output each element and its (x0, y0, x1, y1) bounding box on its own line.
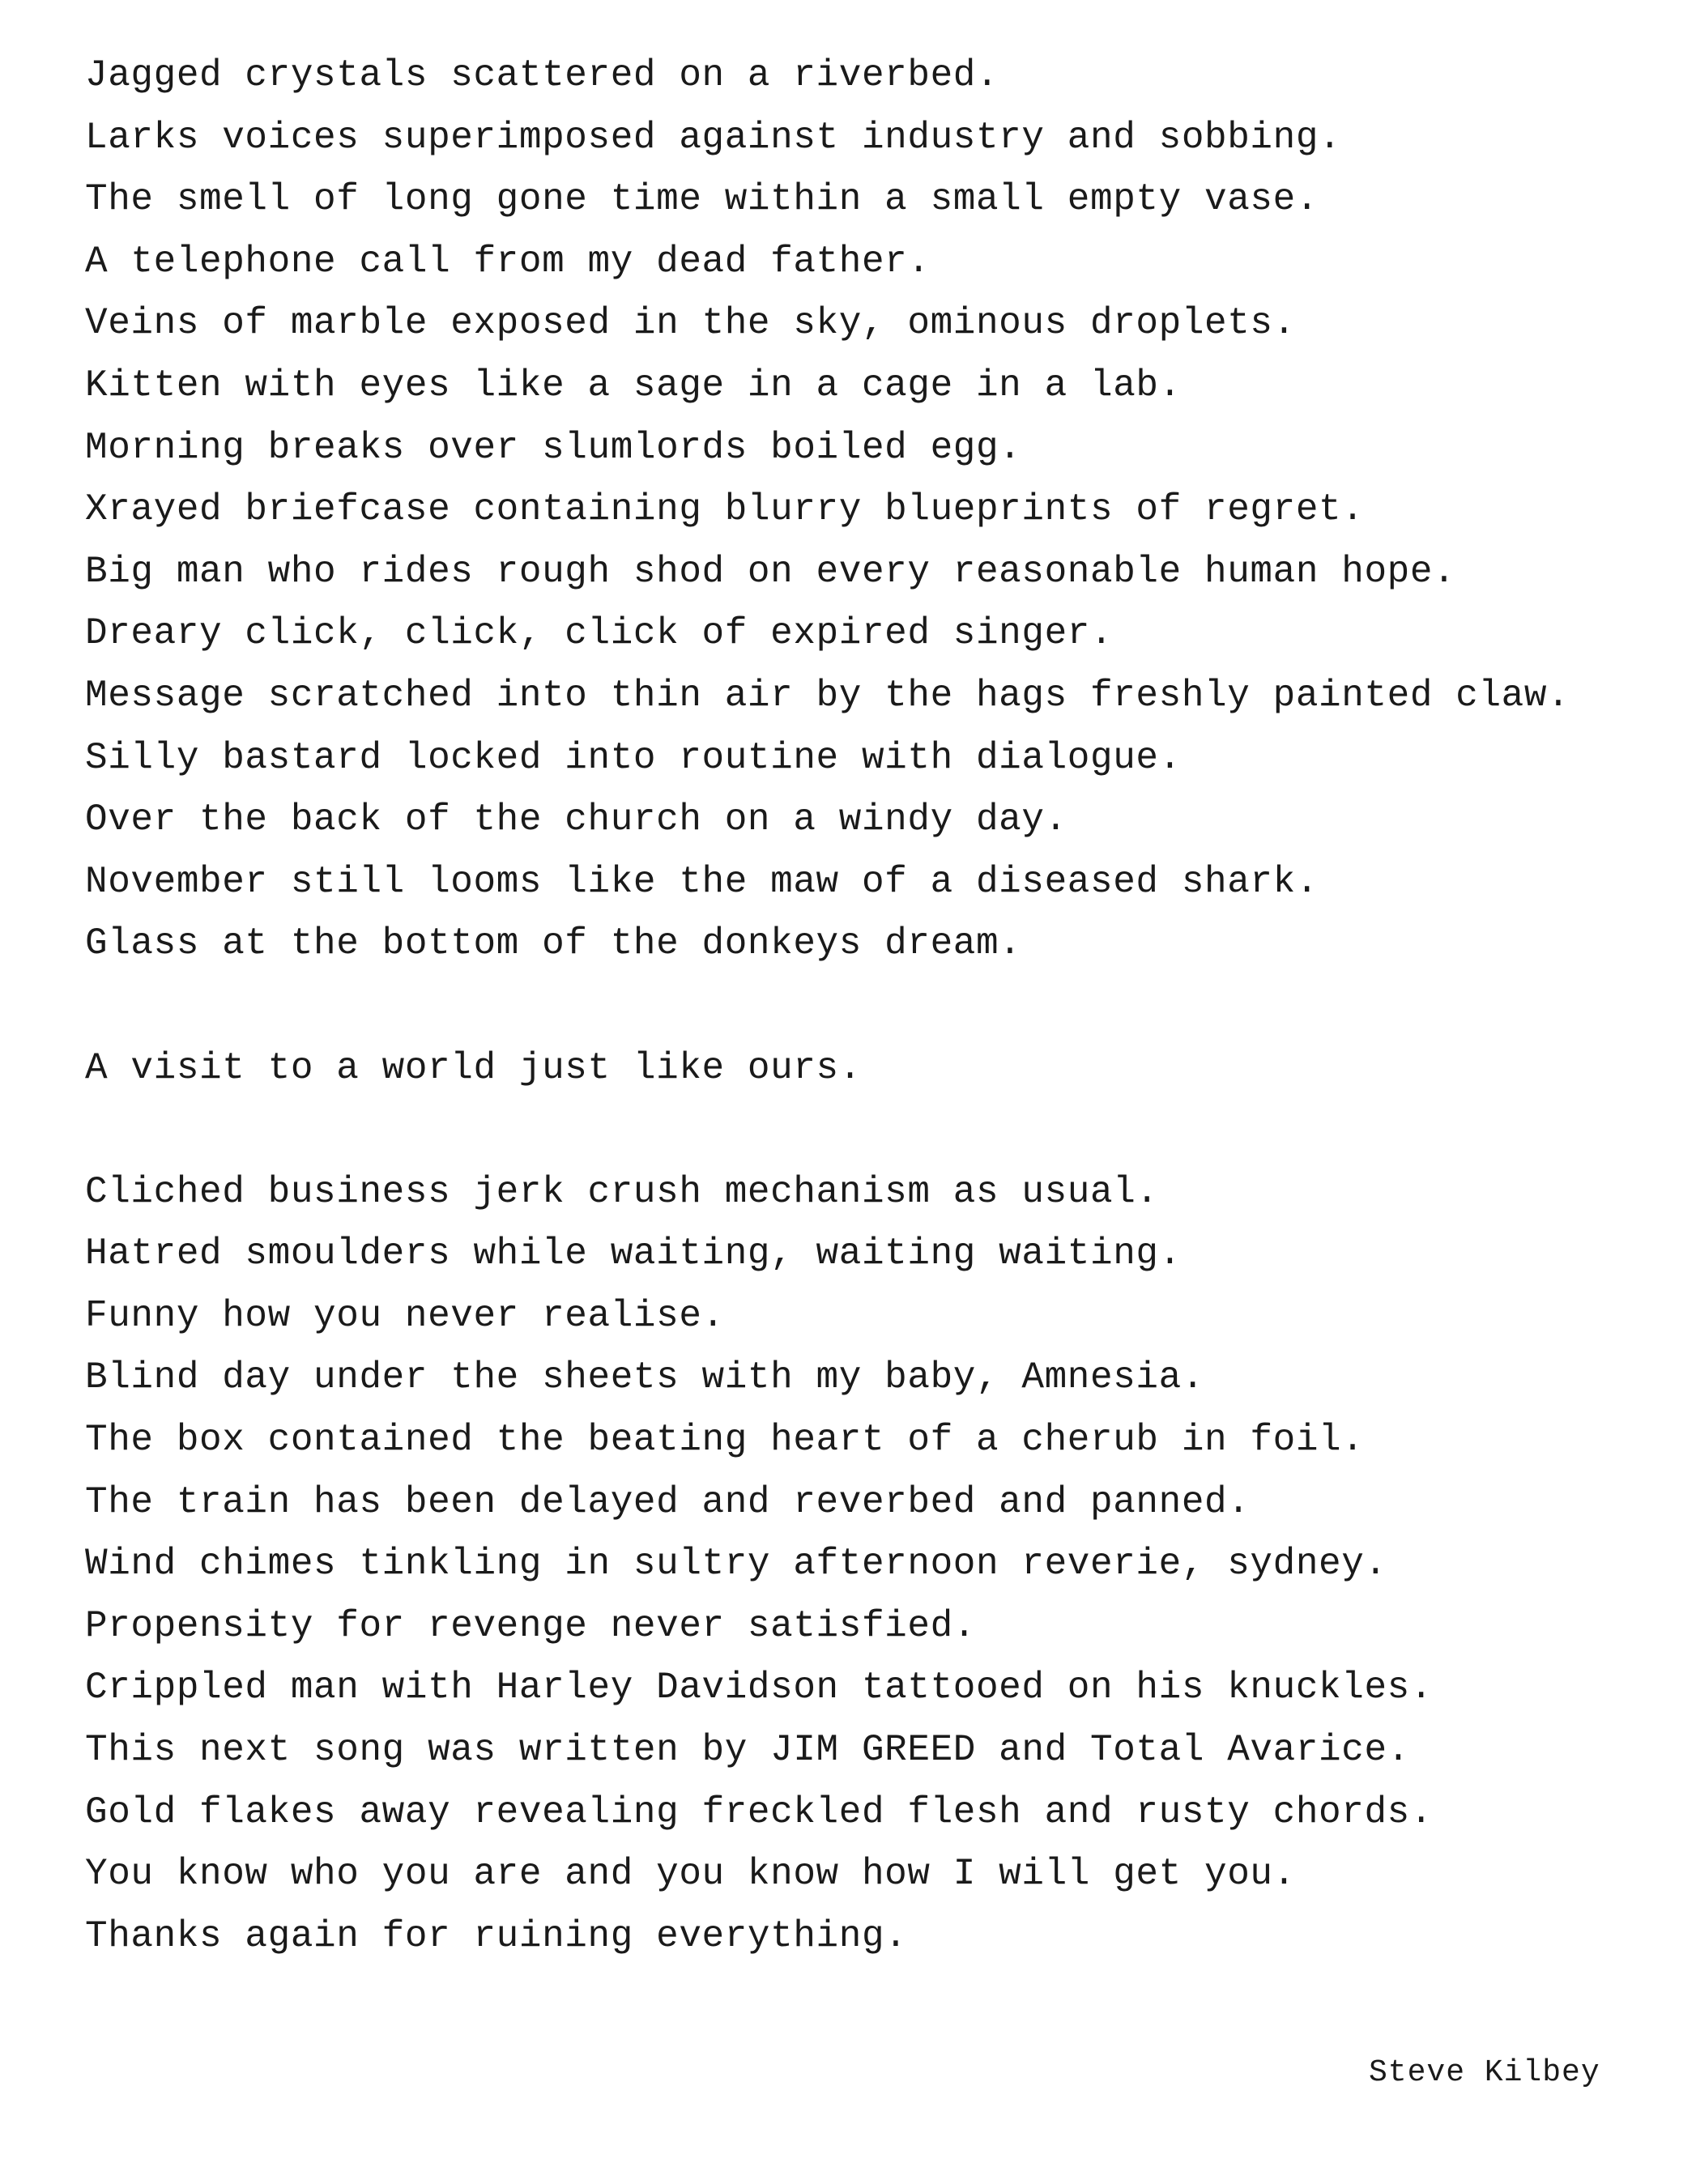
poem-line: A telephone call from my dead father. (85, 240, 931, 283)
poem-line: Morning breaks over slumlords boiled egg. (85, 426, 1022, 469)
stanza-break (85, 1099, 1689, 1161)
poem-line: A visit to a world just like ours. (85, 1046, 862, 1089)
poem-line: Over the back of the church on a windy day. (85, 798, 1067, 841)
poem-line: The box contained the beating heart of a cherub in foil. (85, 1419, 1365, 1462)
poem-line: The train has been delayed and reverbed and panned. (85, 1480, 1251, 1523)
poem-line: Funny how you never realise. (85, 1294, 725, 1337)
poem-line: Thanks again for ruining everything. (85, 1914, 908, 1957)
poem-line: The smell of long gone time within a small empty vase. (85, 178, 1319, 221)
stanza-1 (85, 45, 1689, 975)
poem-line: Message scratched into thin air by the hags freshly painted claw. (85, 674, 1570, 717)
poem-line: Kitten with eyes like a sage in a cage in a lab. (85, 364, 1182, 407)
poem-line: Xrayed briefcase containing blurry blueprints of regret. (85, 488, 1365, 531)
poem-line: Blind day under the sheets with my baby, Amnesia. (85, 1356, 1205, 1399)
poem-line: Cliched business jerk crush mechanism as usual. (85, 1170, 1159, 1213)
poem-line: November still looms like the maw of a diseased shark. (85, 860, 1319, 903)
stanza-break (85, 975, 1689, 1037)
poem-body (85, 45, 1689, 1967)
poem-line: Jagged crystals scattered on a riverbed. (85, 54, 999, 96)
poem-line: Gold flakes away revealing freckled flesh and rusty chords. (85, 1790, 1434, 1833)
poem-line: Hatred smoulders while waiting, waiting waiting. (85, 1232, 1182, 1275)
poem-line: Propensity for revenge never satisfied. (85, 1604, 976, 1647)
stanza-2 (85, 1037, 1689, 1100)
poem-line: Glass at the bottom of the donkeys dream. (85, 922, 1022, 965)
poem-line: Silly bastard locked into routine with dialogue. (85, 736, 1182, 779)
poem-line: Larks voices superimposed against industry and sobbing. (85, 116, 1342, 159)
poem-line: You know who you are and you know how I will get you. (85, 1853, 1296, 1896)
poem-line: Crippled man with Harley Davidson tattooed on his knuckles. (85, 1667, 1434, 1709)
stanza-3 (85, 1161, 1689, 1968)
poem-line: This next song was written by JIM GREED and Total Avarice. (85, 1729, 1410, 1772)
poem-line: Veins of marble exposed in the sky, ominous droplets. (85, 302, 1296, 345)
poem-line: Big man who rides rough shod on every reasonable human hope. (85, 550, 1456, 593)
poem-line: Wind chimes tinkling in sultry afternoon reverie, sydney. (85, 1543, 1387, 1586)
author-signature: Steve Kilbey (1369, 2055, 1600, 2090)
poem-line: Dreary click, click, click of expired singer. (85, 612, 1114, 655)
